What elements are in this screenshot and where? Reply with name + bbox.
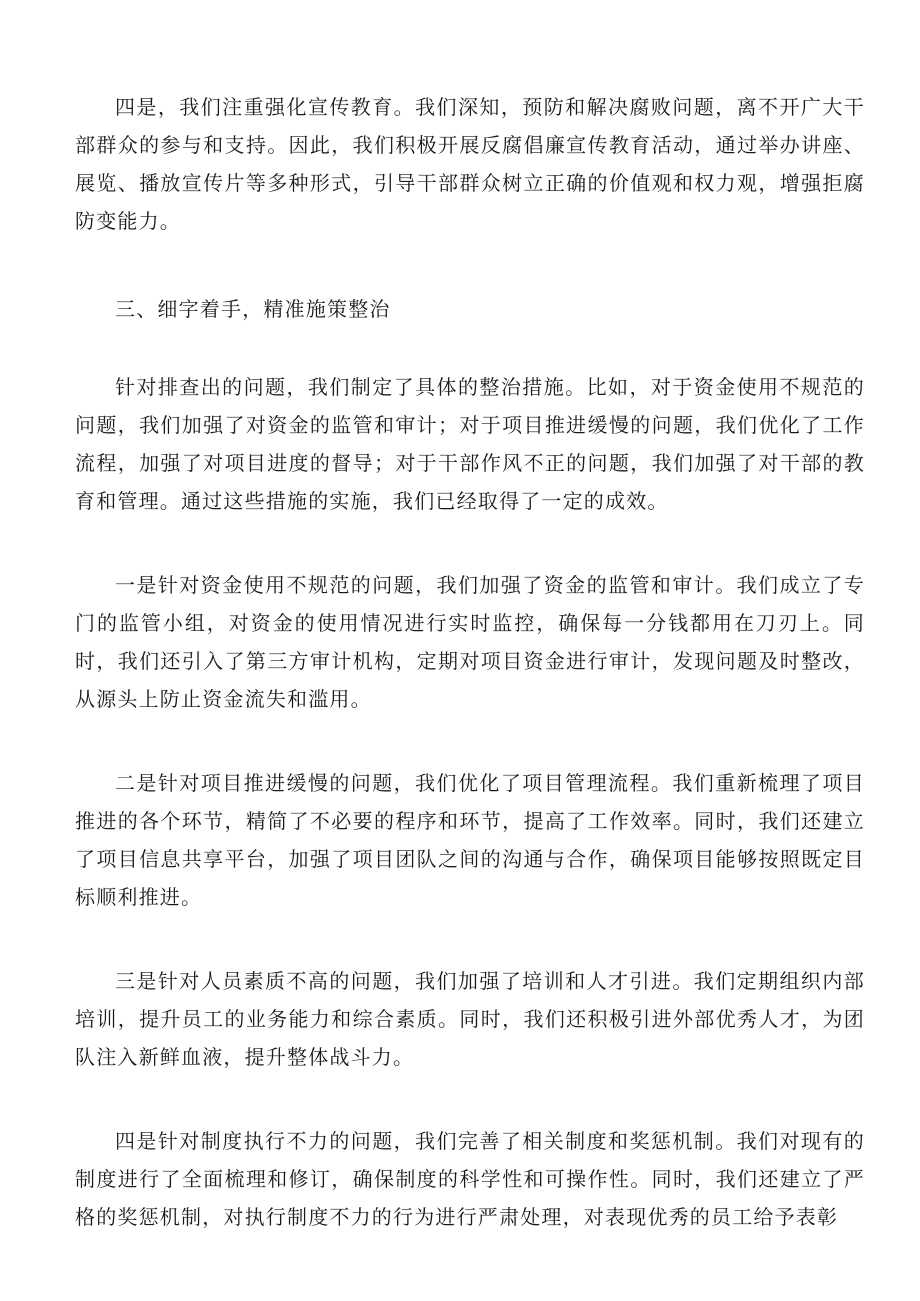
section-heading-rectification: 三、细字着手，精准施策整治 xyxy=(115,297,391,321)
paragraph-fund-supervision: 一是针对资金使用不规范的问题，我们加强了资金的监管和审计。我们成立了专门的监管小组，对资金的使用情况进行实时监控，确保每一分钱都用在刀刃上。同时，我们还引入了第三方审计机构，定期对项目资金进行审计，发现问题及时整改，从源头上防止资金流失和滥用。 xyxy=(75,573,865,711)
paragraph-project-management: 二是针对项目推进缓慢的问题，我们优化了项目管理流程。我们重新梳理了项目推进的各个环节，精简了不必要的程序和环节，提高了工作效率。同时，我们还建立了项目信息共享平台，加强了项目团队之间的沟通与合作，确保项目能够按照既定目标顺利推进。 xyxy=(75,771,865,909)
paragraph-training-talent: 三是针对人员素质不高的问题，我们加强了培训和人才引进。我们定期组织内部培训，提升员工的业务能力和综合素质。同时，我们还积极引进外部优秀人才，为团队注入新鲜血液，提升整体战斗力。 xyxy=(75,969,865,1069)
paragraph-publicity-education: 四是，我们注重强化宣传教育。我们深知，预防和解决腐败问题，离不开广大干部群众的参与和支持。因此，我们积极开展反腐倡廉宣传教育活动，通过举办讲座、展览、播放宣传片等多种形式，引导干部群众树立正确的价值观和权力观，增强拒腐防变能力。 xyxy=(75,95,865,233)
paragraph-rectification-measures: 针对排查出的问题，我们制定了具体的整治措施。比如，对于资金使用不规范的问题，我们加强了对资金的监管和审计；对于项目推进缓慢的问题，我们优化了工作流程，加强了对项目进度的督导；对于干部作风不正的问题，我们加强了对干部的教育和管理。通过这些措施的实施，我们已经取得了一定的成效。 xyxy=(75,375,865,513)
document-page xyxy=(75,88,865,1282)
paragraph-system-execution: 四是针对制度执行不力的问题，我们完善了相关制度和奖惩机制。我们对现有的制度进行了全面梳理和修订，确保制度的科学性和可操作性。同时，我们还建立了严格的奖惩机制，对执行制度不力的行为进行严肃处理，对表现优秀的员工给予表彰 xyxy=(75,1129,865,1229)
